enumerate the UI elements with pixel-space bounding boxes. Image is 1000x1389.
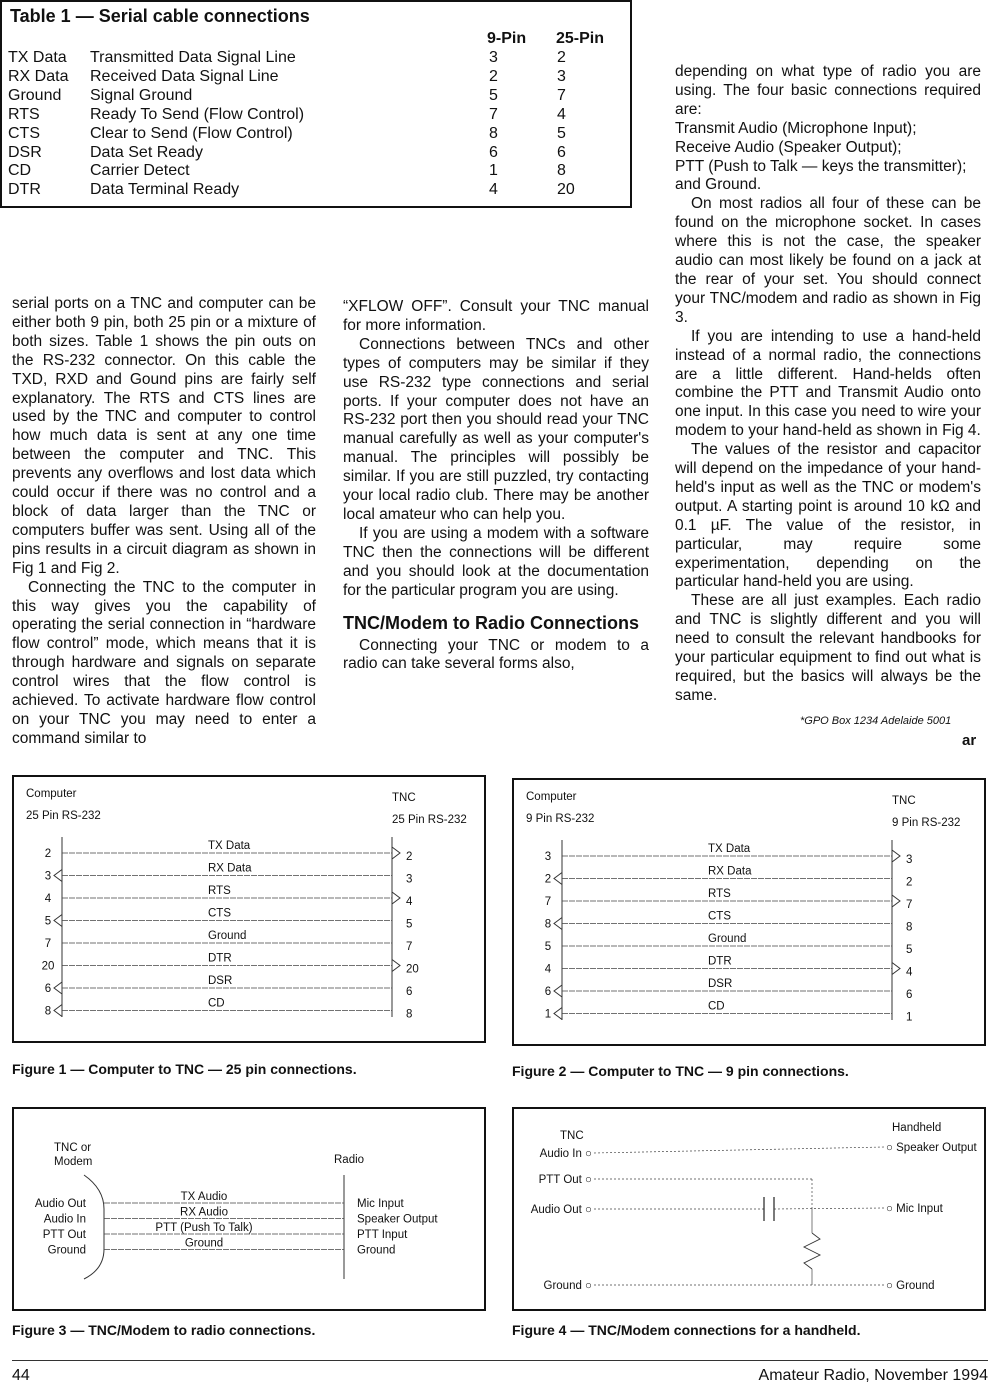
left-pin-number: 7 bbox=[544, 896, 552, 908]
table-row bbox=[8, 124, 608, 143]
page-number: 44 bbox=[12, 1367, 30, 1384]
table-row bbox=[8, 105, 608, 124]
signal-label: DSR bbox=[708, 978, 733, 990]
right-pin-number: 20 bbox=[406, 963, 419, 976]
table-cell-p9: 5 bbox=[489, 86, 498, 104]
radio-label: Radio bbox=[334, 1154, 365, 1166]
signal-label: CTS bbox=[208, 907, 231, 920]
arrow-to-tnc bbox=[892, 963, 900, 975]
figure-1-caption: Figure 1 — Computer to TNC — 25 pin connections. bbox=[12, 1061, 357, 1077]
paragraph: These are all just examples. Each radio and TNC is slightly different and you will need to consult the relevant handbooks for your particular equipment to find out what is required, but the basics will always be the same. bbox=[675, 592, 981, 704]
arrow-to-computer bbox=[54, 915, 62, 927]
figure-4-diagram bbox=[512, 1107, 986, 1311]
arrow-to-computer bbox=[554, 873, 562, 885]
right-pin-number: 6 bbox=[406, 986, 413, 998]
table-cell-abbr: Ground bbox=[8, 86, 62, 104]
table-cell-desc: Data Set Ready bbox=[90, 143, 203, 161]
signal-label: TX Data bbox=[208, 840, 251, 852]
tnc-connector-label: 25 Pin RS-232 bbox=[392, 814, 467, 826]
radio-pin-label: Ground bbox=[357, 1244, 396, 1257]
table-cell-p25: 4 bbox=[557, 105, 566, 123]
left-pin-number: 2 bbox=[44, 848, 52, 860]
figure-3-diagram bbox=[12, 1107, 486, 1311]
text-column-1 bbox=[12, 295, 316, 749]
figure-2-caption: Figure 2 — Computer to TNC — 9 pin connections. bbox=[512, 1063, 849, 1079]
table-cell-abbr: DTR bbox=[8, 181, 41, 199]
figure-2-svg bbox=[514, 780, 988, 1048]
paragraph: If you are intending to use a hand-held instead of a normal radio, the connections are a little different. Hand-helds often combine the PTT and Transmit Audio onto one input. In this case you need to wire your modem to your hand-held as shown in Fig 4. bbox=[675, 327, 981, 440]
left-pin-number: 3 bbox=[544, 851, 552, 863]
author-address: *GPO Box 1234 Adelaide 5001 bbox=[800, 715, 952, 727]
table-cell-p9: 7 bbox=[489, 105, 498, 123]
arrow-to-computer bbox=[54, 982, 62, 994]
right-pin-number: 8 bbox=[406, 1008, 413, 1021]
right-pin-number: 7 bbox=[406, 941, 413, 953]
paragraph: If you are using a modem with a software TNC then the connections will be different and you should look at the documentation for the particular program you are using. bbox=[343, 524, 649, 599]
computer-label: Computer bbox=[526, 791, 577, 803]
figure-1-diagram bbox=[12, 775, 486, 1043]
signal-label: RX Audio bbox=[180, 1206, 228, 1219]
arrow-to-computer bbox=[54, 1005, 62, 1017]
table-cell-desc: Signal Ground bbox=[90, 86, 193, 104]
table-cell-p9: 3 bbox=[489, 49, 498, 66]
table-cell-desc: Transmitted Data Signal Line bbox=[90, 49, 296, 66]
left-pin-number: 4 bbox=[44, 893, 52, 905]
arrow-to-tnc bbox=[892, 895, 900, 907]
table-row bbox=[8, 143, 608, 162]
list-item: Transmit Audio (Microphone Input); bbox=[675, 119, 917, 137]
column-header-9-pin: 9-Pin bbox=[487, 30, 527, 47]
text-column-2 bbox=[343, 298, 649, 674]
table-cell-desc: Received Data Signal Line bbox=[90, 67, 279, 85]
right-pin-number: 3 bbox=[406, 873, 413, 886]
paragraph: depending on what type of radio you are using. The four basic connections required are: bbox=[675, 63, 981, 118]
signal-label: CD bbox=[208, 997, 225, 1010]
table-cell-p25: 3 bbox=[557, 67, 566, 85]
table-cell-p25: 20 bbox=[557, 181, 575, 199]
table-cell-abbr: RTS bbox=[8, 105, 40, 123]
paragraph: Connecting your TNC or modem to a radio can take several forms also, bbox=[343, 636, 649, 673]
table-cell-p25: 5 bbox=[557, 124, 566, 142]
handheld-pin-label: ○ Ground bbox=[886, 1280, 935, 1292]
signal-label: DSR bbox=[208, 975, 233, 987]
wire-mic-input bbox=[774, 1208, 884, 1209]
figure-4-caption: Figure 4 — TNC/Modem connections for a handheld. bbox=[512, 1322, 861, 1338]
arrow-to-tnc bbox=[892, 850, 900, 862]
tnc-pin-label: PTT Out bbox=[42, 1229, 86, 1241]
handheld-label: Handheld bbox=[892, 1122, 942, 1134]
arrow-to-computer bbox=[554, 918, 562, 930]
right-pin-number: 8 bbox=[906, 921, 913, 934]
list-item: and Ground. bbox=[675, 176, 762, 194]
left-pin-number: 5 bbox=[544, 941, 552, 953]
table-cell-p9: 2 bbox=[489, 67, 498, 85]
left-pin-number: 6 bbox=[544, 986, 552, 998]
signal-label: RX Data bbox=[208, 862, 252, 875]
right-pin-number: 4 bbox=[906, 966, 913, 979]
left-pin-number: 8 bbox=[544, 918, 552, 931]
computer-connector-label: 25 Pin RS-232 bbox=[26, 810, 101, 822]
table-cell-desc: Data Terminal Ready bbox=[90, 181, 240, 199]
right-pin-number: 4 bbox=[406, 896, 413, 908]
tnc-pin-label: Audio Out bbox=[34, 1198, 86, 1210]
table-title: Table 1 — Serial cable connections bbox=[10, 6, 310, 26]
arrow-to-tnc bbox=[392, 847, 400, 859]
table-cell-desc: Carrier Detect bbox=[90, 162, 190, 180]
table-cell-p9: 1 bbox=[489, 162, 498, 180]
arrow-to-tnc bbox=[392, 960, 400, 972]
figure-3-svg bbox=[14, 1109, 488, 1313]
signal-label: DTR bbox=[208, 952, 232, 965]
table-cell-abbr: RX Data bbox=[8, 67, 69, 85]
signal-label: RX Data bbox=[708, 865, 752, 878]
table-cell-p25: 6 bbox=[557, 143, 566, 161]
table-cell-p9: 4 bbox=[489, 181, 498, 199]
wire-audio-in bbox=[594, 1147, 884, 1153]
radio-pin-label: Speaker Output bbox=[357, 1213, 438, 1226]
signal-label: Ground bbox=[208, 930, 247, 942]
paragraph: “XFLOW OFF”. Consult your TNC manual for more information. bbox=[343, 298, 649, 334]
signal-label: TX Audio bbox=[180, 1191, 228, 1203]
handheld-pin-label: ○ Speaker Output bbox=[886, 1142, 977, 1154]
paragraph: On most radios all four of these can be found on the microphone socket. In cases where this is not the case, the speaker audio can most likely be found on a jack at the rear of your set. You should connect your TNC/modem and radio as shown in Fig 3. bbox=[675, 195, 981, 326]
right-pin-number: 6 bbox=[906, 989, 913, 1001]
tnc-modem-label: TNC or bbox=[54, 1142, 92, 1154]
tnc-pin-label: Audio In bbox=[43, 1213, 86, 1226]
signal-label: Ground bbox=[708, 933, 747, 945]
table-cell-p9: 6 bbox=[489, 143, 498, 161]
figure-3-caption: Figure 3 — TNC/Modem to radio connections. bbox=[12, 1322, 316, 1338]
table-cell-abbr: DSR bbox=[8, 143, 42, 161]
list-item: Receive Audio (Speaker Output); bbox=[675, 138, 902, 156]
tnc-label: TNC bbox=[560, 1130, 584, 1142]
table-cell-abbr: TX Data bbox=[8, 49, 67, 66]
tnc-modem-label: Modem bbox=[54, 1156, 93, 1168]
table-row bbox=[8, 161, 608, 180]
arrow-to-tnc bbox=[392, 892, 400, 904]
text-column-3 bbox=[675, 63, 981, 706]
table-row bbox=[8, 180, 608, 199]
left-pin-number: 2 bbox=[544, 873, 552, 886]
left-pin-number: 6 bbox=[44, 983, 52, 995]
signal-label: RTS bbox=[208, 885, 231, 897]
signal-label: RTS bbox=[708, 888, 731, 900]
signal-label: DTR bbox=[708, 955, 732, 968]
tnc-pin-label: Ground ○ bbox=[543, 1280, 592, 1292]
figure-2-diagram bbox=[512, 778, 986, 1046]
left-pin-number: 5 bbox=[44, 915, 52, 928]
right-pin-number: 3 bbox=[906, 854, 913, 866]
table-cell-p25: 8 bbox=[557, 162, 566, 180]
radio-pin-label: PTT Input bbox=[357, 1229, 408, 1241]
right-pin-number: 5 bbox=[406, 918, 413, 931]
handheld-pin-label: ○ Mic Input bbox=[886, 1203, 943, 1215]
left-pin-number: 1 bbox=[544, 1008, 552, 1021]
figure-4-svg bbox=[514, 1109, 988, 1313]
table-cell-p25: 7 bbox=[557, 86, 566, 104]
list-item: PTT (Push to Talk — keys the transmitter); bbox=[675, 157, 967, 175]
section-heading: TNC/Modem to Radio Connections bbox=[343, 612, 639, 633]
table-cell-abbr: CD bbox=[8, 162, 32, 180]
right-pin-number: 2 bbox=[906, 876, 913, 889]
table-cell-p9: 8 bbox=[489, 124, 498, 142]
tnc-pin-label: Audio In ○ bbox=[539, 1148, 592, 1160]
paragraph: The values of the resistor and capacitor will depend on the impedance of your hand-held's input as well as the TNC or modem's output. A starting point is around 10 kΩ and 0.1 µF. The value of the resistor, in particular, may require some experimentation, depending on the particular hand-held you are using. bbox=[675, 441, 981, 591]
tnc-label: TNC bbox=[892, 795, 916, 807]
left-pin-number: 4 bbox=[544, 963, 552, 976]
tnc-label: TNC bbox=[392, 792, 416, 804]
arrow-to-computer bbox=[54, 870, 62, 882]
resistor-symbol bbox=[804, 1233, 820, 1269]
arrow-to-computer bbox=[554, 1008, 562, 1020]
table-row bbox=[8, 67, 608, 86]
left-pin-number: 20 bbox=[41, 960, 55, 973]
table-cell-abbr: CTS bbox=[8, 124, 40, 142]
signal-label: TX Data bbox=[708, 843, 751, 855]
signal-label: CTS bbox=[708, 910, 731, 923]
right-pin-number: 2 bbox=[406, 851, 413, 863]
column-header-25-pin: 25-Pin bbox=[556, 30, 605, 47]
signal-label: PTT (Push To Talk) bbox=[155, 1222, 253, 1234]
left-pin-number: 8 bbox=[44, 1005, 52, 1018]
table-cell-desc: Clear to Send (Flow Control) bbox=[90, 124, 293, 142]
right-pin-number: 5 bbox=[906, 944, 913, 956]
table-serial-cable-connections bbox=[0, 0, 632, 208]
right-pin-number: 7 bbox=[906, 899, 913, 911]
signal-label: CD bbox=[708, 1000, 725, 1013]
paragraph: Connecting the TNC to the computer in this way gives you the capability of operating the serial connection in “hardware flow control” mode, which means that it is through hardware and signals on separate control wires that the flow control is achieved. To activate hardware flow control on your TNC you may need to enter a command similar to bbox=[12, 578, 316, 747]
computer-label: Computer bbox=[26, 788, 77, 800]
right-pin-number: 1 bbox=[906, 1011, 913, 1024]
table-cell-p25: 2 bbox=[557, 49, 566, 66]
left-pin-number: 3 bbox=[44, 870, 52, 883]
tnc-pin-label: Audio Out ○ bbox=[530, 1204, 592, 1216]
tnc-pin-label: Ground bbox=[47, 1244, 86, 1257]
table-row bbox=[8, 86, 608, 105]
paragraph: Connections between TNCs and other types of computers may be similar if they use RS-232 type connections and serial ports. If your computer does not have an RS-232 port then you should read your TNC manual carefully as well as your computer's manual. The principles will possibly be similar. If you are still puzzled, try contacting your local radio club. There may be another local amateur who can help you. bbox=[343, 335, 649, 523]
radio-pin-label: Mic Input bbox=[357, 1198, 404, 1210]
tnc-pin-label: PTT Out ○ bbox=[538, 1174, 592, 1186]
figure-1-svg bbox=[14, 777, 488, 1045]
end-mark: ar bbox=[962, 732, 977, 749]
signal-label: Ground bbox=[184, 1237, 224, 1250]
arrow-to-computer bbox=[554, 985, 562, 997]
footer-rule bbox=[12, 1360, 988, 1361]
tnc-connector-shell bbox=[84, 1175, 104, 1279]
paragraph: serial ports on a TNC and computer can be either both 9 pin, both 25 pin or a mixture of both sizes. Table 1 shows the pin outs on the RS-232 connector. On this cable the TXD, RXD and Gound pins are fairly self explanatory. The RTS and CTS lines are used by the TNC and computer to control how much data is sent at any one time between the computer and TNC. This prevents any overflows and lost data which could occur if there was no control and a block of data larger than the TNC or computers buffer was sent. Using all of the pins results in a circuit diagram as shown in Fig 1 and Fig 2. bbox=[12, 295, 316, 577]
tnc-connector-label: 9 Pin RS-232 bbox=[892, 817, 961, 829]
computer-connector-label: 9 Pin RS-232 bbox=[526, 813, 595, 825]
table-row bbox=[8, 48, 608, 67]
publication-line: Amateur Radio, November 1994 bbox=[758, 1367, 988, 1384]
table-cell-desc: Ready To Send (Flow Control) bbox=[90, 105, 305, 123]
left-pin-number: 7 bbox=[44, 938, 52, 950]
